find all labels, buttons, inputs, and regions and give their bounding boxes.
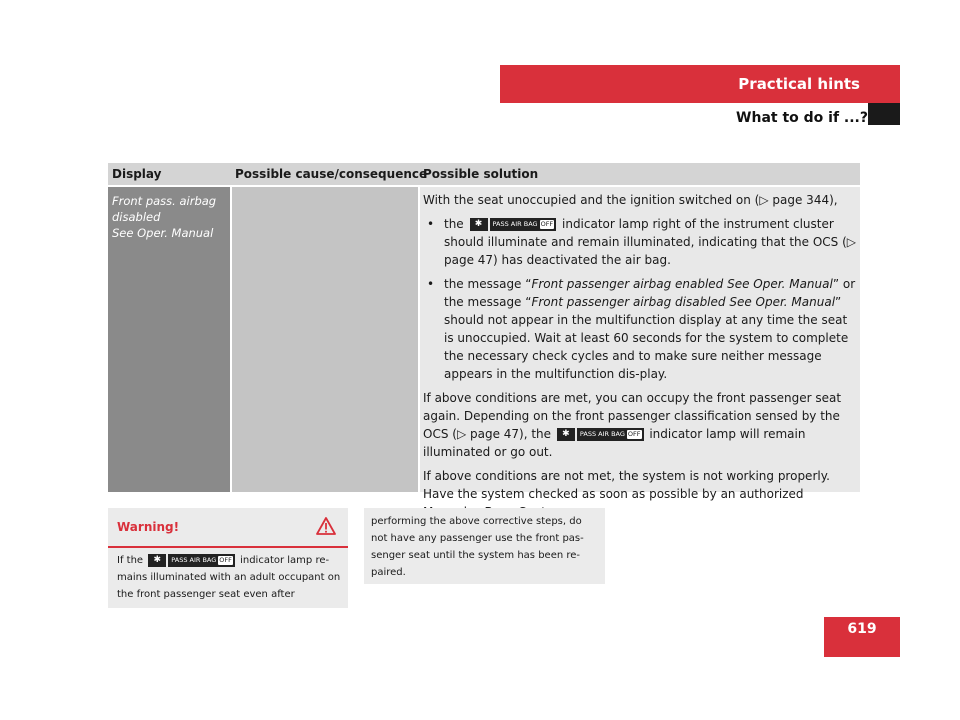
warning-box bbox=[108, 508, 348, 608]
passenger-airbag-off-lamp-icon: ✱ PASS AIR BAG OFF bbox=[557, 428, 644, 441]
display-line: See Oper. Manual bbox=[112, 226, 214, 240]
warning-header bbox=[108, 508, 348, 548]
table-header bbox=[108, 163, 860, 185]
warning-continued: performing the above corrective steps, do not have any passenger use the front pas-senger seat until the system has been re-paired. bbox=[364, 508, 605, 584]
display-line: disabled bbox=[112, 210, 161, 224]
warning-triangle-icon bbox=[316, 516, 336, 536]
section-title: Practical hints bbox=[738, 75, 860, 93]
header-display: Display bbox=[112, 167, 162, 181]
solution-bullet: • the message “Front passenger airbag enabled See Oper. Manual” or the message “Front passenger airbag disabled See Oper. Manual” should not appear in the multifunction display at any time the seat is unoccupied. Wait at least 60 seconds for the system to complete the necessary check cycles and to make sure neither message appears in the multifunction dis-play. bbox=[427, 277, 856, 381]
warning-text: If the ✱ PASS AIR BAG OFF indicator lamp re-mains illuminated with an adult occupant on the front passenger seat even after bbox=[117, 554, 341, 600]
troubleshooting-table bbox=[108, 163, 860, 501]
cause-cell bbox=[232, 187, 418, 492]
header-marker bbox=[868, 103, 900, 125]
table-row bbox=[108, 187, 860, 501]
solution-paragraph: If above conditions are met, you can occupy the front passenger seat again. Depending on the front passenger classification sensed by the OCS (▷ page 47), the ✱ PASS AIR BAG OFF indicator lamp will remain illuminated or go out. bbox=[423, 391, 842, 459]
solution-paragraph: If above conditions are not met, the system is not working properly. Have the system checked as soon as possible by an authorized bbox=[423, 469, 830, 501]
header-cause: Possible cause/consequence bbox=[235, 167, 428, 181]
passenger-airbag-off-lamp-icon: ✱ PASS AIR BAG OFF bbox=[470, 218, 557, 231]
warning-title: Warning! bbox=[117, 520, 180, 534]
header-solution: Possible solution bbox=[423, 167, 539, 181]
display-line: Front pass. airbag bbox=[112, 194, 217, 208]
bullet-dot: • bbox=[427, 277, 435, 291]
page-number-tab bbox=[824, 617, 900, 657]
bullet-dot: • bbox=[427, 217, 435, 231]
solution-bullet: • the ✱ PASS AIR BAG OFF indicator lamp right of the instrument cluster should illuminate and remain illuminated, indicating that the OCS (▷ page 47) has deactivated the air bag. bbox=[427, 217, 857, 267]
solution-intro: With the seat unoccupied and the ignition switched on (▷ page 344), bbox=[423, 193, 838, 207]
display-cell bbox=[108, 187, 230, 492]
passenger-airbag-off-lamp-icon: ✱ PASS AIR BAG OFF bbox=[148, 554, 235, 567]
header-band bbox=[500, 65, 900, 103]
solution-cell bbox=[420, 187, 860, 501]
subsection-title: What to do if ...? bbox=[736, 110, 868, 126]
page-number: 619 bbox=[847, 621, 877, 637]
